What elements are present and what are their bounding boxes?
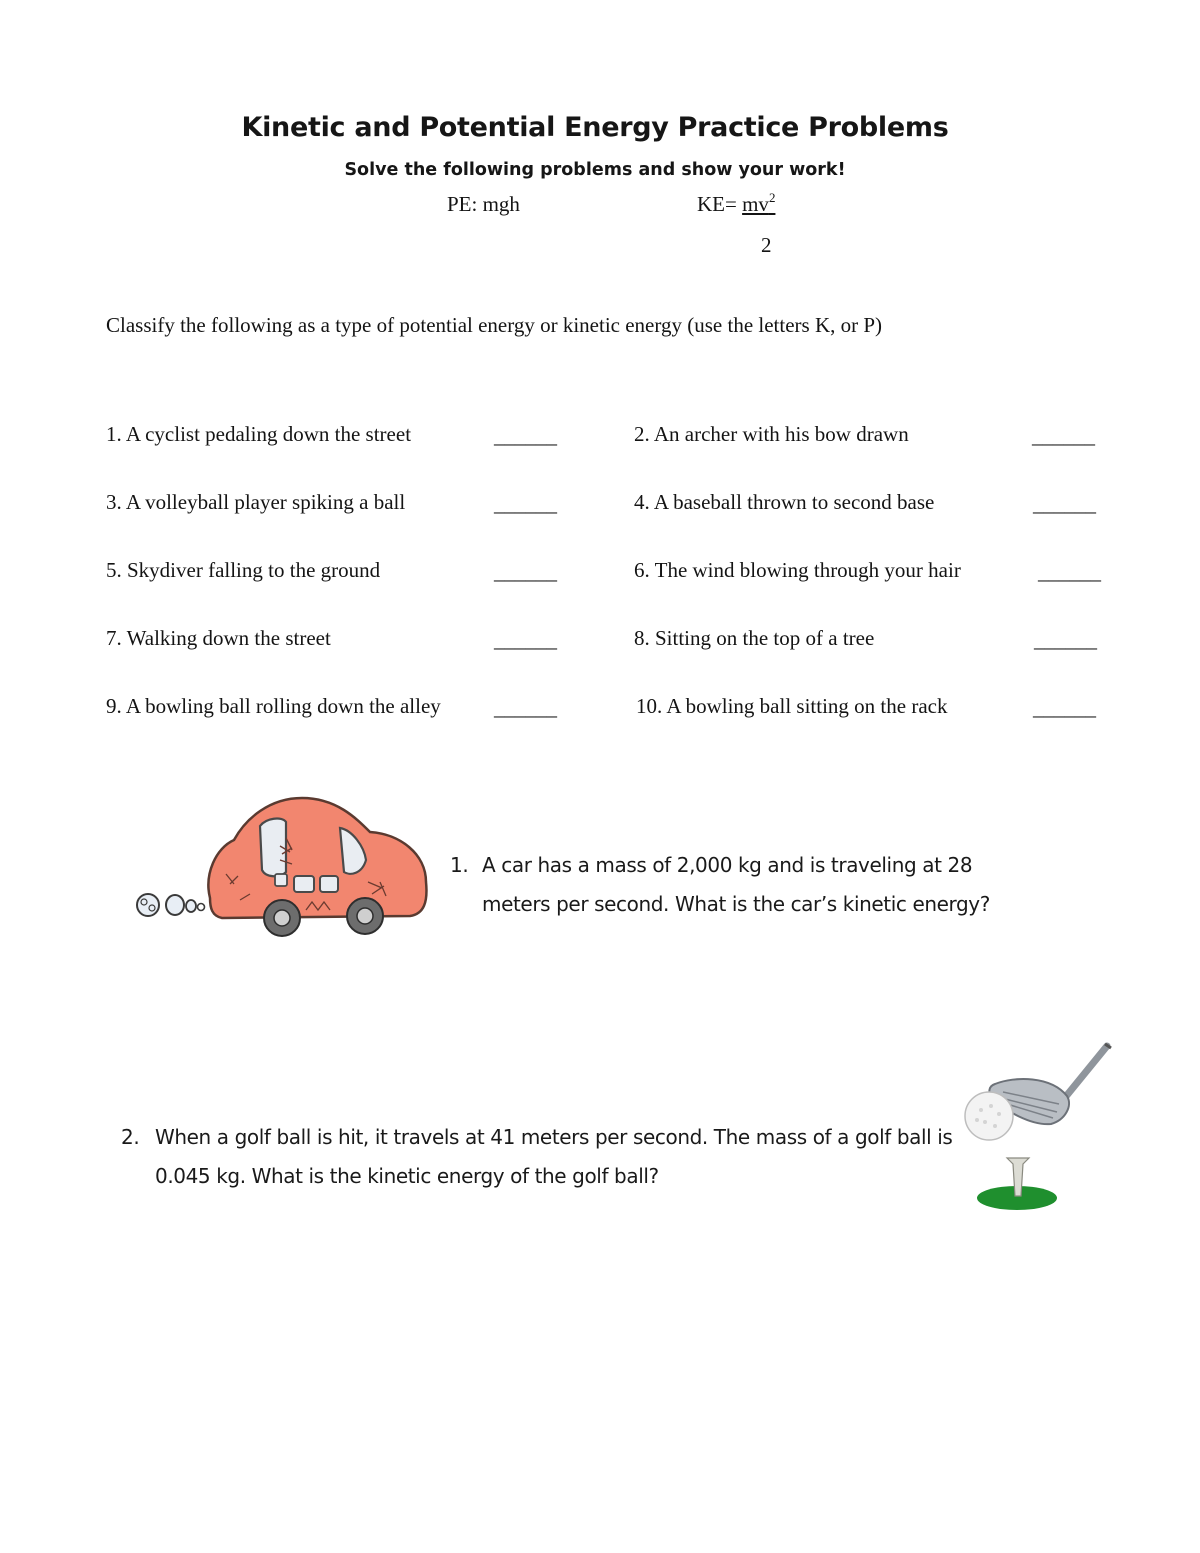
answer-blank-8[interactable]: ______ [1034,628,1097,652]
page-subtitle: Solve the following problems and show your work! [344,160,846,180]
ke-formula-prefix: KE= [697,192,743,216]
answer-blank-1[interactable]: ______ [494,424,557,448]
answer-blank-2[interactable]: ______ [1032,424,1095,448]
pe-formula: PE: mgh [447,192,520,216]
classify-item-2: 2. An archer with his bow drawn [634,422,909,446]
ke-exponent: 2 [768,190,776,205]
ke-formula-numerator [742,192,775,216]
classify-item-3: 3. A volleyball player spiking a ball [106,490,406,514]
ke-numerator-text: mv [742,192,769,216]
answer-blank-6[interactable]: ______ [1038,560,1101,584]
page-title: Kinetic and Potential Energy Practice Problems [241,112,949,143]
answer-blank-3[interactable]: ______ [494,492,557,516]
ke-formula-denominator: 2 [761,233,772,257]
answer-blank-7[interactable]: ______ [494,628,557,652]
car-icon [130,790,435,950]
golf-club-icon [955,1040,1125,1220]
classify-item-10: 10. A bowling ball sitting on the rack [636,694,948,718]
classify-item-6: 6. The wind blowing through your hair [634,558,961,582]
problem-2-number: 2. [121,1125,140,1149]
answer-blank-5[interactable]: ______ [494,560,557,584]
ke-formula [697,192,775,217]
classify-instructions: Classify the following as a type of potential energy or kinetic energy (use the letters K, or P) [106,313,883,337]
classify-item-7: 7. Walking down the street [106,626,331,650]
answer-blank-9[interactable]: ______ [494,696,557,720]
problem-2-text: When a golf ball is hit, it travels at 41 meters per second. The mass of a golf ball is 0.045 kg. What is the kinetic energy of the golf ball? [155,1125,953,1188]
classify-item-1: 1. A cyclist pedaling down the street [106,422,412,446]
classify-item-9: 9. A bowling ball rolling down the alley [106,694,441,718]
problem-1-number: 1. [450,853,469,877]
classify-item-8: 8. Sitting on the top of a tree [634,626,875,650]
answer-blank-4[interactable]: ______ [1033,492,1096,516]
classify-item-4: 4. A baseball thrown to second base [634,490,935,514]
answer-blank-10[interactable]: ______ [1033,696,1096,720]
classify-item-5: 5. Skydiver falling to the ground [106,558,381,582]
problem-1-text: A car has a mass of 2,000 kg and is traveling at 28 meters per second. What is the car’s kinetic energy? [482,853,990,916]
